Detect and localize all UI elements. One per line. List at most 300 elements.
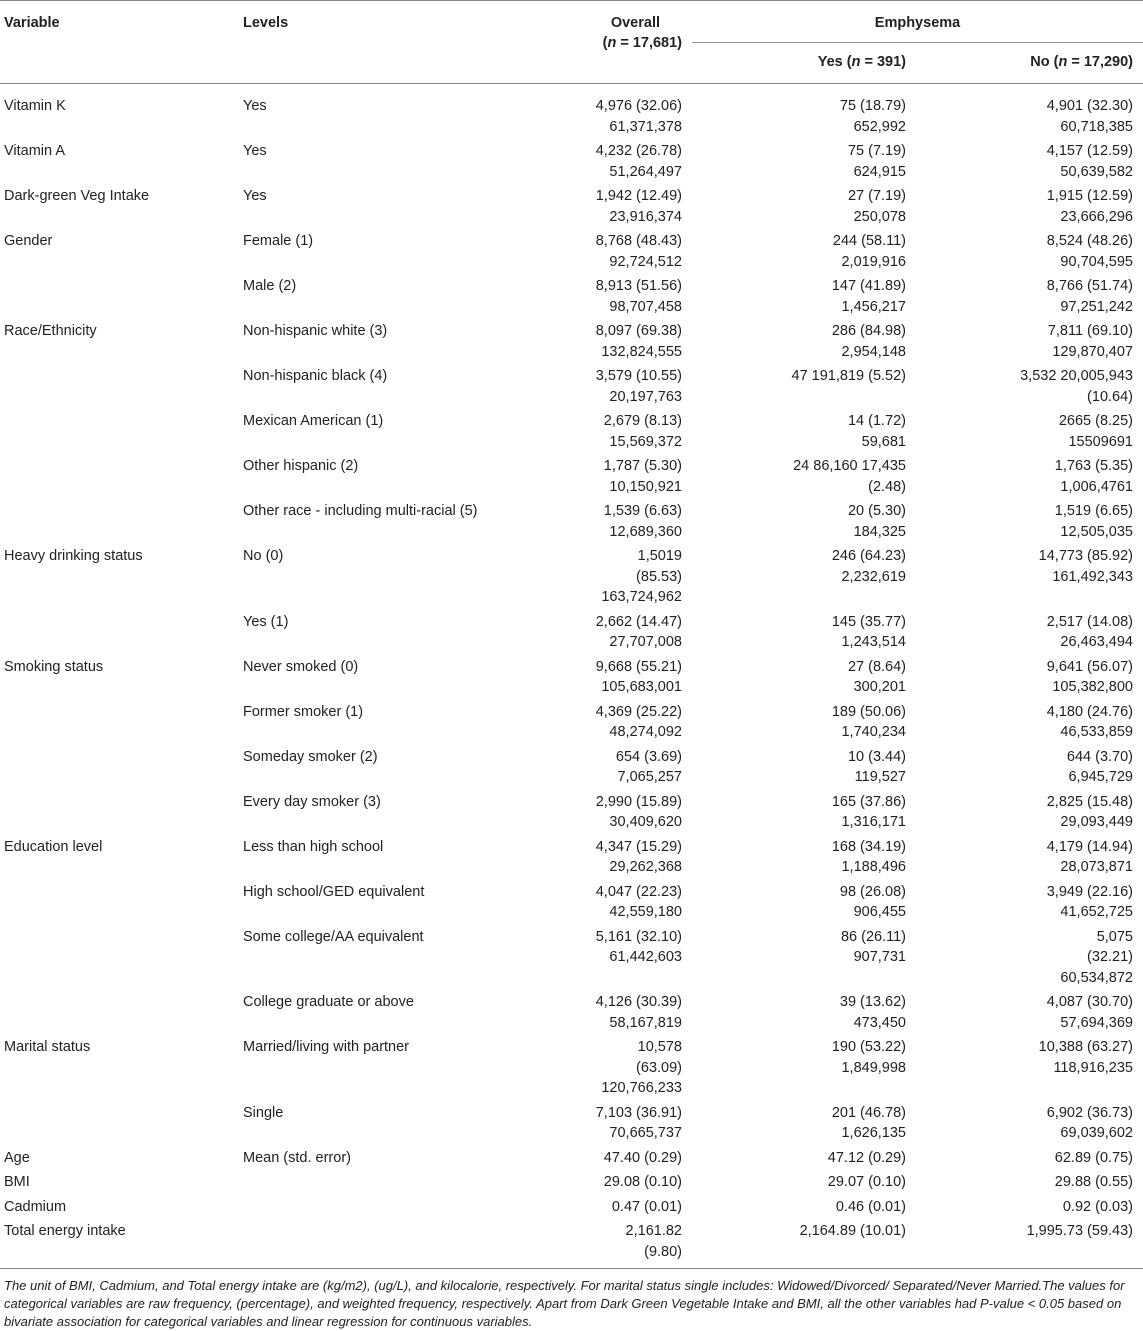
cell-line: 92,724,512 <box>609 253 682 270</box>
cell-overall <box>595 362 692 407</box>
cell-variable <box>0 743 243 788</box>
cell-no <box>924 788 1143 833</box>
cell-line: 4,901 (32.30) <box>1046 98 1133 114</box>
cell-level: Someday smoker (2) <box>243 748 378 765</box>
cell-no <box>924 317 1143 362</box>
cell-line: 26,463,494 <box>1060 634 1133 650</box>
cell-line: 190 (53.22) <box>831 1039 906 1055</box>
cell-level: Non-hispanic white (3) <box>243 323 388 339</box>
cell-line: 3,532 20,005,943 <box>1020 368 1133 384</box>
cell-yes <box>692 653 924 698</box>
cell-line: 1,763 (5.35) <box>1054 458 1133 474</box>
cell-variable: Age <box>4 1149 30 1166</box>
cell-line: 654 (3.69) <box>615 748 682 765</box>
cell-line: 7,811 (69.10) <box>1047 323 1133 339</box>
cell-line: 300,201 <box>853 679 906 695</box>
cell-variable <box>0 362 243 407</box>
cell-line: 15509691 <box>1068 433 1133 450</box>
cell-line: 10,578 (63.09) <box>636 1039 682 1076</box>
cell-no <box>924 988 1143 1033</box>
table-row <box>0 923 1143 989</box>
cell-overall <box>595 1099 692 1144</box>
cell-line: 3,949 (22.16) <box>1046 883 1133 900</box>
cell-line: 132,824,555 <box>601 343 682 360</box>
cell-line: 201 (46.78) <box>831 1104 906 1121</box>
cell-level: High school/GED equivalent <box>243 883 425 900</box>
cell-line: 29,093,449 <box>1060 814 1133 830</box>
cell-level: Every day smoker (3) <box>243 793 381 810</box>
cell-line: 41,652,725 <box>1060 904 1133 920</box>
cell-variable <box>0 923 243 989</box>
cell-overall <box>595 1168 692 1193</box>
cell-no <box>924 878 1143 923</box>
cell-no <box>924 542 1143 608</box>
cell-no <box>924 1099 1143 1144</box>
cell-line: 51,264,497 <box>609 163 682 180</box>
cell-line: 145 (35.77) <box>831 613 906 630</box>
cell-yes <box>692 1099 924 1144</box>
table-row <box>0 743 1143 788</box>
cell-overall <box>595 497 692 542</box>
cell-overall <box>595 227 692 272</box>
cell-variable <box>0 788 243 833</box>
cell-yes <box>692 182 924 227</box>
cell-no <box>924 497 1143 542</box>
cell-line: 1,243,514 <box>841 634 906 650</box>
cell-yes <box>692 698 924 743</box>
cell-no <box>924 227 1143 272</box>
cell-line: 244 (58.11) <box>832 233 906 249</box>
table-row <box>0 1144 1143 1169</box>
cell-line: 9,641 (56.07) <box>1046 658 1133 675</box>
cell-line: 15,569,372 <box>609 433 682 450</box>
cell-level: Never smoked (0) <box>243 658 359 675</box>
cell-line: 5,075 <box>1096 928 1133 945</box>
cell-level: Non-hispanic black (4) <box>243 368 388 384</box>
cell-line: 6,945,729 <box>1068 769 1133 785</box>
cell-no <box>924 1033 1143 1099</box>
cell-level: College graduate or above <box>243 994 414 1010</box>
table-row <box>0 878 1143 923</box>
cell-line: 4,180 (24.76) <box>1046 703 1133 720</box>
cell-overall <box>595 407 692 452</box>
header-overall-label: Overall <box>610 15 660 31</box>
cell-line: 250,078 <box>853 208 906 225</box>
cell-overall <box>595 878 692 923</box>
cell-variable <box>0 452 243 497</box>
cell-line: 652,992 <box>853 118 906 135</box>
table-row <box>0 1193 1143 1218</box>
cell-yes <box>692 878 924 923</box>
cell-variable: Smoking status <box>4 658 104 675</box>
cell-line: 61,442,603 <box>609 949 682 965</box>
table-row <box>0 452 1143 497</box>
cell-yes <box>692 407 924 452</box>
cell-line: 29.88 (0.55) <box>1054 1174 1133 1190</box>
cell-line: 10,388 (63.27) <box>1038 1039 1133 1055</box>
cell-variable <box>0 608 243 653</box>
cell-line: 14,773 (85.92) <box>1038 548 1133 564</box>
header-no: No (n = 17,290) <box>1030 54 1133 70</box>
cell-line: 86 (26.11) <box>840 928 906 945</box>
cell-level: Less than high school <box>243 838 384 855</box>
cell-variable: Gender <box>4 233 53 249</box>
cell-line: 1,740,234 <box>841 724 906 740</box>
cell-line: 105,683,001 <box>601 679 682 695</box>
cell-line: 4,179 (14.94) <box>1046 838 1133 855</box>
cell-variable <box>0 878 243 923</box>
cell-yes <box>692 452 924 497</box>
cell-overall <box>595 137 692 182</box>
cell-yes <box>692 988 924 1033</box>
table-row <box>0 84 1143 138</box>
cell-no <box>924 608 1143 653</box>
cell-yes <box>692 833 924 878</box>
cell-line: 0.92 (0.03) <box>1062 1198 1133 1215</box>
table-body <box>0 84 1143 1269</box>
cell-line: 28,073,871 <box>1060 859 1133 875</box>
table-row <box>0 1099 1143 1144</box>
cell-no <box>924 1168 1143 1193</box>
cell-overall <box>595 788 692 833</box>
cell-variable: Heavy drinking status <box>4 548 143 564</box>
table-row <box>0 988 1143 1033</box>
cell-line: 184,325 <box>853 523 906 540</box>
cell-line: (2.48) <box>868 478 906 495</box>
cell-level: Yes <box>243 143 267 159</box>
cell-yes <box>692 227 924 272</box>
cell-line: 23,916,374 <box>609 208 682 225</box>
cell-level: Yes <box>243 98 267 114</box>
cell-line: 62.89 (0.75) <box>1054 1149 1133 1166</box>
cell-line: 907,731 <box>853 949 906 965</box>
cell-line: 2,019,916 <box>841 253 906 270</box>
cell-yes <box>692 923 924 989</box>
cell-line: 20 (5.30) <box>847 503 906 519</box>
cell-level <box>243 1217 595 1269</box>
table-row <box>0 407 1143 452</box>
cell-variable: Education level <box>4 838 103 855</box>
cell-line: 1,5019 (85.53) <box>636 548 682 585</box>
cell-line: 98 (26.08) <box>839 883 906 900</box>
cell-line: 47.40 (0.29) <box>603 1149 682 1166</box>
cell-line: 57,694,369 <box>1060 1014 1133 1031</box>
cell-level: Mean (std. error) <box>243 1149 351 1166</box>
table-row <box>0 362 1143 407</box>
cell-line: 47 191,819 (5.52) <box>791 368 906 384</box>
cell-line: 624,915 <box>853 163 906 180</box>
table-footnote: The unit of BMI, Cadmium, and Total energy intake are (kg/m2), (ug/L), and kilocalorie, respectively. For marital status single includes: Widowed/Divorced/ Separated/Never Married.The values for categorical variables are raw frequency, (percentage), and weighted frequency, respectively. Apart from Dark Green Vegetable Intake and BMI, all the other variables had P-value < 0.05 based on bivariate association for categorical variables and linear regression for continuous variables. <box>4 1278 1125 1329</box>
cell-line: 8,913 (51.56) <box>595 278 682 294</box>
table-header <box>0 1 1143 84</box>
cell-level: Female (1) <box>243 233 314 249</box>
table-row <box>0 653 1143 698</box>
cell-overall <box>595 833 692 878</box>
table-row <box>0 788 1143 833</box>
table-row <box>0 542 1143 608</box>
cell-no <box>924 407 1143 452</box>
cell-line: 60,534,872 <box>1060 969 1133 986</box>
cell-line: 119,527 <box>854 769 906 785</box>
table-row <box>0 227 1143 272</box>
cell-line: 4,232 (26.78) <box>595 143 682 159</box>
cell-line: 27 (8.64) <box>847 658 906 675</box>
cell-line: 1,456,217 <box>841 298 906 315</box>
cell-level: Yes (1) <box>243 613 289 630</box>
cell-line: 2665 (8.25) <box>1058 413 1133 429</box>
cell-line: 27 (7.19) <box>847 188 906 204</box>
cell-line: 2,825 (15.48) <box>1046 793 1133 810</box>
cell-no <box>924 1144 1143 1169</box>
cell-overall <box>595 698 692 743</box>
cell-line: 1,915 (12.59) <box>1046 188 1133 204</box>
cell-yes <box>692 1168 924 1193</box>
cell-overall <box>595 542 692 608</box>
cell-line: 1,787 (5.30) <box>603 458 682 474</box>
table-row <box>0 1033 1143 1099</box>
cell-yes <box>692 1033 924 1099</box>
table-row <box>0 182 1143 227</box>
cell-line: 906,455 <box>853 904 906 920</box>
header-variable: Variable <box>4 15 60 31</box>
cell-yes <box>692 272 924 317</box>
cell-yes <box>692 743 924 788</box>
table-row <box>0 497 1143 542</box>
cell-line: 29,262,368 <box>609 859 682 875</box>
cell-line: 105,382,800 <box>1052 679 1133 695</box>
cell-line: 23,666,296 <box>1060 208 1133 225</box>
cell-overall <box>595 923 692 989</box>
cell-line: 163,724,962 <box>601 589 682 605</box>
cell-line: (10.64) <box>1087 388 1133 405</box>
cell-line: 75 (7.19) <box>847 143 906 159</box>
cell-line: 4,047 (22.23) <box>595 883 682 900</box>
cell-no <box>924 923 1143 989</box>
cell-level <box>243 1193 595 1218</box>
table-row <box>0 698 1143 743</box>
cell-line: 12,505,035 <box>1060 523 1133 540</box>
cell-line: 69,039,602 <box>1060 1125 1133 1141</box>
cell-variable: Vitamin K <box>4 98 66 114</box>
cell-line: 97,251,242 <box>1060 298 1133 315</box>
cell-line: 58,167,819 <box>609 1014 682 1031</box>
cell-line: 2,954,148 <box>841 343 906 360</box>
cell-line: 9,668 (55.21) <box>595 658 682 675</box>
cell-line: 2,517 (14.08) <box>1046 613 1133 630</box>
cell-level: Some college/AA equivalent <box>243 928 424 945</box>
cell-line: 6,902 (36.73) <box>1046 1104 1133 1121</box>
cell-line: 2,164.89 (10.01) <box>799 1223 906 1239</box>
cell-variable: Marital status <box>4 1039 91 1055</box>
cell-line: 1,539 (6.63) <box>603 503 682 519</box>
cell-variable <box>0 407 243 452</box>
cell-no <box>924 362 1143 407</box>
cell-overall <box>595 653 692 698</box>
cell-overall <box>595 182 692 227</box>
cell-line: 120,766,233 <box>601 1080 682 1096</box>
table-row <box>0 1217 1143 1269</box>
cell-no <box>924 84 1143 138</box>
table-row <box>0 137 1143 182</box>
cell-variable: Vitamin A <box>4 143 65 159</box>
cell-level: Single <box>243 1104 284 1121</box>
cell-line: 46,533,859 <box>1060 724 1133 740</box>
cell-line: 473,450 <box>853 1014 906 1031</box>
cell-overall <box>595 452 692 497</box>
cell-line: 3,579 (10.55) <box>595 368 682 384</box>
header-overall-n: (n = 17,681) <box>602 35 682 51</box>
cell-line: 2,990 (15.89) <box>595 793 682 810</box>
cell-line: 0.46 (0.01) <box>835 1198 906 1215</box>
cell-variable <box>0 272 243 317</box>
cell-line: 1,006,4761 <box>1060 478 1133 495</box>
cell-line: 161,492,343 <box>1052 568 1133 585</box>
cell-line: 1,188,496 <box>841 859 906 875</box>
cell-line: 12,689,360 <box>609 523 682 540</box>
cell-line: 189 (50.06) <box>831 703 906 720</box>
header-levels: Levels <box>243 15 289 31</box>
table-row <box>0 608 1143 653</box>
cell-overall <box>595 743 692 788</box>
cell-line: 60,718,385 <box>1060 118 1133 135</box>
cell-line: 30,409,620 <box>609 814 682 830</box>
cell-variable: Cadmium <box>4 1198 67 1215</box>
cell-level: Other race - including multi-racial (5) <box>243 503 478 519</box>
cell-variable: BMI <box>4 1174 30 1190</box>
cell-line: 4,157 (12.59) <box>1046 143 1133 159</box>
cell-line: 2,232,619 <box>841 568 906 585</box>
cell-line: 14 (1.72) <box>847 413 906 429</box>
cell-yes <box>692 1144 924 1169</box>
cell-line: 90,704,595 <box>1060 253 1133 270</box>
cell-overall <box>595 84 692 138</box>
cell-yes <box>692 542 924 608</box>
cell-line: 8,768 (48.43) <box>595 233 682 249</box>
cell-level: Mexican American (1) <box>243 413 384 429</box>
cell-yes <box>692 362 924 407</box>
cell-yes <box>692 1193 924 1218</box>
cell-line: 98,707,458 <box>609 298 682 315</box>
cell-line: 8,097 (69.38) <box>595 323 682 339</box>
cell-line: 7,103 (36.91) <box>595 1104 682 1121</box>
cell-level: Other hispanic (2) <box>243 458 359 474</box>
cell-line: 1,995.73 (59.43) <box>1026 1223 1133 1239</box>
cell-line: 24 86,160 17,435 <box>793 458 906 474</box>
cell-level: Married/living with partner <box>243 1039 410 1055</box>
cell-overall <box>595 1144 692 1169</box>
cell-no <box>924 653 1143 698</box>
cell-overall <box>595 1217 692 1269</box>
cell-overall <box>595 272 692 317</box>
cell-overall <box>595 1193 692 1218</box>
cell-line: 42,559,180 <box>609 904 682 920</box>
cell-line: 147 (41.89) <box>831 278 906 294</box>
cell-line: 118,916,235 <box>1053 1059 1133 1076</box>
cell-line: 47.12 (0.29) <box>827 1149 906 1166</box>
cell-line: 4,976 (32.06) <box>595 98 682 114</box>
cell-yes <box>692 317 924 362</box>
header-overall <box>595 1 692 84</box>
cell-line: 246 (64.23) <box>831 548 906 564</box>
cell-line: (32.21) <box>1087 949 1133 965</box>
header-yes: Yes (n = 391) <box>817 54 906 70</box>
cell-line: 168 (34.19) <box>831 838 906 855</box>
cell-line: 2,161.82 (9.80) <box>625 1223 682 1260</box>
cell-line: 59,681 <box>861 433 906 450</box>
cell-no <box>924 1217 1143 1269</box>
cell-no <box>924 743 1143 788</box>
cell-variable: Race/Ethnicity <box>4 323 97 339</box>
cell-overall <box>595 317 692 362</box>
cell-line: 1,942 (12.49) <box>595 188 682 204</box>
table-row <box>0 272 1143 317</box>
cell-no <box>924 1193 1143 1218</box>
cell-level: Male (2) <box>243 278 297 294</box>
cell-no <box>924 182 1143 227</box>
table-row <box>0 1168 1143 1193</box>
table-row <box>0 833 1143 878</box>
cell-variable: Dark-green Veg Intake <box>4 188 150 204</box>
header-emphysema: Emphysema <box>692 1 1143 43</box>
cell-line: 286 (84.98) <box>831 323 906 339</box>
cell-line: 20,197,763 <box>609 388 682 405</box>
cell-level: No (0) <box>243 548 284 564</box>
cell-yes <box>692 137 924 182</box>
cell-level: Former smoker (1) <box>243 703 364 720</box>
cell-variable <box>0 698 243 743</box>
table-row <box>0 317 1143 362</box>
cell-variable <box>0 497 243 542</box>
cell-line: 29.08 (0.10) <box>603 1174 682 1190</box>
cell-line: 1,519 (6.65) <box>1054 503 1133 519</box>
cell-line: 2,679 (8.13) <box>603 413 682 429</box>
cell-overall <box>595 988 692 1033</box>
cell-variable <box>0 988 243 1033</box>
cell-level: Yes <box>243 188 267 204</box>
cell-line: 129,870,407 <box>1052 343 1133 360</box>
cell-line: 4,087 (30.70) <box>1046 994 1133 1010</box>
cell-line: 1,626,135 <box>841 1125 906 1141</box>
cell-line: 75 (18.79) <box>839 98 906 114</box>
cell-line: 0.47 (0.01) <box>611 1198 682 1215</box>
cell-yes <box>692 788 924 833</box>
cell-overall <box>595 1033 692 1099</box>
cell-line: 5,161 (32.10) <box>595 928 682 945</box>
cell-line: 165 (37.86) <box>831 793 906 810</box>
cell-line: 4,126 (30.39) <box>595 994 682 1010</box>
cell-line: 4,369 (25.22) <box>595 703 682 720</box>
cell-overall <box>595 608 692 653</box>
cell-line: 644 (3.70) <box>1066 748 1133 765</box>
cell-line: 48,274,092 <box>609 724 682 740</box>
cell-line: 2,662 (14.47) <box>595 613 682 630</box>
cell-no <box>924 833 1143 878</box>
cell-no <box>924 452 1143 497</box>
cell-no <box>924 272 1143 317</box>
cell-line: 7,065,257 <box>617 769 682 785</box>
cell-yes <box>692 497 924 542</box>
cell-line: 70,665,737 <box>609 1125 682 1141</box>
cell-yes <box>692 1217 924 1269</box>
cell-variable: Total energy intake <box>4 1223 126 1239</box>
cell-line: 1,849,998 <box>841 1059 906 1076</box>
cell-line: 27,707,008 <box>609 634 682 650</box>
cell-line: 4,347 (15.29) <box>595 838 682 855</box>
cell-line: 8,766 (51.74) <box>1046 278 1133 294</box>
cell-line: 29.07 (0.10) <box>827 1174 906 1190</box>
cell-line: 1,316,171 <box>841 814 906 830</box>
cell-level <box>243 1168 595 1193</box>
